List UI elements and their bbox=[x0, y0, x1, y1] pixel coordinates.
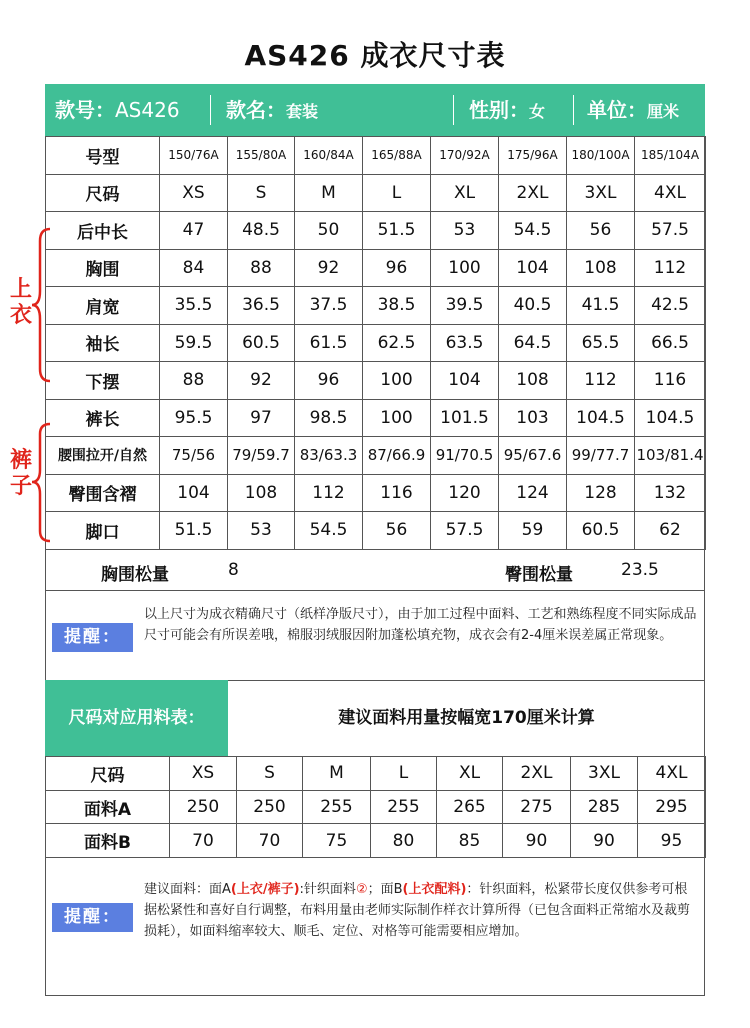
size-cell: M bbox=[295, 174, 363, 212]
measurement-cell: 36.5 bbox=[228, 287, 295, 325]
fabric-cell: 75 bbox=[303, 824, 371, 858]
hip-ease-label: 臀围松量 bbox=[505, 565, 573, 585]
unit-value: 厘米 bbox=[647, 102, 680, 121]
fabric-cell: 70 bbox=[170, 824, 237, 858]
measurement-cell: 54.5 bbox=[499, 212, 567, 250]
measurement-cell: 83/63.3 bbox=[295, 437, 363, 475]
measurement-cell: 112 bbox=[295, 474, 363, 512]
measurement-cell: 104 bbox=[160, 474, 228, 512]
fabric-cell: 250 bbox=[170, 790, 237, 824]
measurement-cell: 60.5 bbox=[567, 512, 635, 550]
style-name-field bbox=[226, 84, 318, 136]
chest-ease-label: 胸围松量 bbox=[101, 565, 169, 585]
model-cell: 165/88A bbox=[363, 137, 431, 175]
size-label: 尺码 bbox=[46, 174, 160, 212]
measurement-row bbox=[46, 212, 706, 250]
model-cell: 155/80A bbox=[228, 137, 295, 175]
style-name-label: 款名： bbox=[226, 98, 286, 122]
info-header bbox=[45, 84, 705, 136]
gender-label: 性别： bbox=[469, 98, 529, 122]
measurement-cell: 63.5 bbox=[431, 324, 499, 362]
model-cell: 175/96A bbox=[499, 137, 567, 175]
reminder2-text-d: ：针织面料，松紧带长度仅供参考可根据松紧性和喜好自行调整，布料用量由老师实际制作样衣计算所得（已包含面料正常缩水及裁剪损耗），如面料缩率较大、顺毛、定位、对格等可能需要相应增加。 bbox=[144, 882, 691, 939]
measurement-cell: 88 bbox=[228, 249, 295, 287]
fabric-cell: 255 bbox=[371, 790, 437, 824]
measurement-label: 下摆 bbox=[46, 362, 160, 400]
measurement-cell: 87/66.9 bbox=[363, 437, 431, 475]
fabric-size-cell: S bbox=[237, 757, 303, 791]
measurement-cell: 38.5 bbox=[363, 287, 431, 325]
fabric-cell: 265 bbox=[437, 790, 503, 824]
fabric-size-cell: M bbox=[303, 757, 371, 791]
measurement-label: 腰围拉开/自然 bbox=[46, 437, 160, 475]
style-no-field bbox=[55, 84, 180, 136]
measurement-cell: 98.5 bbox=[295, 399, 363, 437]
model-row bbox=[46, 137, 706, 175]
reminder2-text-b: :针织面料 bbox=[299, 882, 356, 897]
gender-value: 女 bbox=[529, 102, 546, 121]
side-label-top: 上衣 bbox=[9, 277, 32, 328]
gender-field bbox=[469, 84, 545, 136]
unit-field bbox=[587, 84, 679, 136]
style-no-label: 款号： bbox=[55, 98, 115, 122]
measurement-cell: 128 bbox=[567, 474, 635, 512]
measurement-cell: 104 bbox=[431, 362, 499, 400]
fabric-size-cell: XS bbox=[170, 757, 237, 791]
fabric-heading: 尺码对应用料表： bbox=[45, 680, 228, 756]
measurement-cell: 39.5 bbox=[431, 287, 499, 325]
measurement-cell: 56 bbox=[363, 512, 431, 550]
size-table bbox=[45, 136, 706, 550]
measurement-cell: 62.5 bbox=[363, 324, 431, 362]
measurement-cell: 56 bbox=[567, 212, 635, 250]
measurement-cell: 108 bbox=[228, 474, 295, 512]
measurement-cell: 103 bbox=[499, 399, 567, 437]
measurement-cell: 64.5 bbox=[499, 324, 567, 362]
reminder2-highlight-b: (上衣配料) bbox=[402, 882, 467, 897]
measurement-cell: 91/70.5 bbox=[431, 437, 499, 475]
measurement-row bbox=[46, 324, 706, 362]
measurement-cell: 54.5 bbox=[295, 512, 363, 550]
measurement-row bbox=[46, 287, 706, 325]
measurement-cell: 35.5 bbox=[160, 287, 228, 325]
measurement-label: 裤长 bbox=[46, 399, 160, 437]
measurement-cell: 96 bbox=[363, 249, 431, 287]
measurement-cell: 108 bbox=[567, 249, 635, 287]
bracket-pants-icon bbox=[30, 420, 54, 545]
measurement-label: 臀围含褶 bbox=[46, 474, 160, 512]
measurement-cell: 53 bbox=[431, 212, 499, 250]
measurement-cell: 95.5 bbox=[160, 399, 228, 437]
measurement-cell: 100 bbox=[363, 362, 431, 400]
measurement-cell: 97 bbox=[228, 399, 295, 437]
measurement-cell: 95/67.6 bbox=[499, 437, 567, 475]
measurement-cell: 41.5 bbox=[567, 287, 635, 325]
fabric-cell: 90 bbox=[571, 824, 638, 858]
measurement-label: 袖长 bbox=[46, 324, 160, 362]
style-no-value: AS426 bbox=[115, 98, 180, 122]
hip-ease-value: 23.5 bbox=[621, 560, 659, 580]
header-divider bbox=[210, 95, 211, 125]
fabric-cell: 70 bbox=[237, 824, 303, 858]
measurement-cell: 48.5 bbox=[228, 212, 295, 250]
bracket-top-icon bbox=[30, 225, 54, 385]
chest-ease-value: 8 bbox=[228, 560, 239, 580]
measurement-cell: 100 bbox=[431, 249, 499, 287]
measurement-cell: 112 bbox=[635, 249, 706, 287]
fabric-table bbox=[45, 756, 706, 858]
size-cell: 4XL bbox=[635, 174, 706, 212]
measurement-cell: 51.5 bbox=[363, 212, 431, 250]
measurement-cell: 84 bbox=[160, 249, 228, 287]
size-cell: S bbox=[228, 174, 295, 212]
measurement-cell: 59.5 bbox=[160, 324, 228, 362]
fabric-cell: 295 bbox=[638, 790, 706, 824]
ease-row bbox=[45, 551, 705, 591]
measurement-cell: 99/77.7 bbox=[567, 437, 635, 475]
reminder2-text-c: ；面B bbox=[367, 882, 403, 897]
size-cell: XL bbox=[431, 174, 499, 212]
measurement-cell: 104.5 bbox=[635, 399, 706, 437]
measurement-row bbox=[46, 399, 706, 437]
reminder-badge-2: 提醒： bbox=[52, 903, 133, 932]
measurement-cell: 124 bbox=[499, 474, 567, 512]
measurement-label: 胸围 bbox=[46, 249, 160, 287]
measurement-cell: 75/56 bbox=[160, 437, 228, 475]
measurement-cell: 51.5 bbox=[160, 512, 228, 550]
fabric-cell: 95 bbox=[638, 824, 706, 858]
model-cell: 170/92A bbox=[431, 137, 499, 175]
fabric-size-cell: 3XL bbox=[571, 757, 638, 791]
fabric-cell: 250 bbox=[237, 790, 303, 824]
measurement-label: 脚口 bbox=[46, 512, 160, 550]
fabric-cell: 80 bbox=[371, 824, 437, 858]
size-row bbox=[46, 174, 706, 212]
measurement-row bbox=[46, 249, 706, 287]
header-divider bbox=[453, 95, 454, 125]
reminder-text-2 bbox=[144, 879, 699, 942]
size-cell: XS bbox=[160, 174, 228, 212]
size-cell: 3XL bbox=[567, 174, 635, 212]
measurement-cell: 103/81.4 bbox=[635, 437, 706, 475]
measurement-cell: 57.5 bbox=[431, 512, 499, 550]
model-cell: 180/100A bbox=[567, 137, 635, 175]
fabric-size-label: 尺码 bbox=[46, 757, 170, 791]
fabric-cell: 285 bbox=[571, 790, 638, 824]
measurement-cell: 92 bbox=[295, 249, 363, 287]
fabric-cell: 85 bbox=[437, 824, 503, 858]
side-label-pants: 裤子 bbox=[9, 448, 32, 499]
measurement-cell: 47 bbox=[160, 212, 228, 250]
fabric-note: 建议面料用量按幅宽170厘米计算 bbox=[338, 708, 595, 728]
model-cell: 160/84A bbox=[295, 137, 363, 175]
measurement-cell: 88 bbox=[160, 362, 228, 400]
reminder2-circled-number: ② bbox=[355, 882, 368, 897]
size-cell: L bbox=[363, 174, 431, 212]
measurement-cell: 40.5 bbox=[499, 287, 567, 325]
reminder-text: 以上尺寸为成衣精确尺寸（纸样净版尺寸），由于加工过程中面料、工艺和熟练程度不同实际成品尺寸可能会有所误差哦，棉服羽绒服因附加蓬松填充物，成衣会有2-4厘米误差属正常现象。 bbox=[144, 607, 697, 643]
reminder2-text-a: 建议面料：面A bbox=[144, 882, 231, 897]
measurement-cell: 120 bbox=[431, 474, 499, 512]
measurement-cell: 132 bbox=[635, 474, 706, 512]
measurement-cell: 104 bbox=[499, 249, 567, 287]
reminder2-highlight-a: (上衣/裤子) bbox=[230, 882, 300, 897]
measurement-cell: 101.5 bbox=[431, 399, 499, 437]
measurement-cell: 53 bbox=[228, 512, 295, 550]
measurement-cell: 59 bbox=[499, 512, 567, 550]
measurement-cell: 108 bbox=[499, 362, 567, 400]
fabric-row bbox=[46, 824, 706, 858]
measurement-cell: 37.5 bbox=[295, 287, 363, 325]
measurement-row bbox=[46, 512, 706, 550]
model-label: 号型 bbox=[46, 137, 160, 175]
measurement-cell: 65.5 bbox=[567, 324, 635, 362]
unit-label: 单位： bbox=[587, 98, 647, 122]
measurement-cell: 92 bbox=[228, 362, 295, 400]
measurement-label: 后中长 bbox=[46, 212, 160, 250]
measurement-cell: 116 bbox=[363, 474, 431, 512]
measurement-row bbox=[46, 362, 706, 400]
fabric-size-cell: 4XL bbox=[638, 757, 706, 791]
model-cell: 150/76A bbox=[160, 137, 228, 175]
reminder-badge: 提醒： bbox=[52, 623, 133, 652]
fabric-row bbox=[46, 790, 706, 824]
measurement-label: 肩宽 bbox=[46, 287, 160, 325]
measurement-cell: 112 bbox=[567, 362, 635, 400]
fabric-cell: 90 bbox=[503, 824, 571, 858]
fabric-size-row bbox=[46, 757, 706, 791]
measurement-row bbox=[46, 437, 706, 475]
measurement-cell: 50 bbox=[295, 212, 363, 250]
size-cell: 2XL bbox=[499, 174, 567, 212]
header-divider bbox=[573, 95, 574, 125]
measurement-cell: 104.5 bbox=[567, 399, 635, 437]
measurement-cell: 42.5 bbox=[635, 287, 706, 325]
page-title: AS426 成衣尺寸表 bbox=[244, 39, 506, 72]
fabric-cell: 275 bbox=[503, 790, 571, 824]
measurement-cell: 116 bbox=[635, 362, 706, 400]
fabric-label: 面料B bbox=[46, 824, 170, 858]
measurement-cell: 60.5 bbox=[228, 324, 295, 362]
fabric-size-cell: L bbox=[371, 757, 437, 791]
measurement-cell: 62 bbox=[635, 512, 706, 550]
measurement-cell: 61.5 bbox=[295, 324, 363, 362]
model-cell: 185/104A bbox=[635, 137, 706, 175]
fabric-size-cell: XL bbox=[437, 757, 503, 791]
measurement-cell: 79/59.7 bbox=[228, 437, 295, 475]
measurement-cell: 96 bbox=[295, 362, 363, 400]
style-name-value: 套装 bbox=[286, 102, 319, 121]
fabric-label: 面料A bbox=[46, 790, 170, 824]
measurement-cell: 57.5 bbox=[635, 212, 706, 250]
fabric-size-cell: 2XL bbox=[503, 757, 571, 791]
measurement-cell: 100 bbox=[363, 399, 431, 437]
measurement-cell: 66.5 bbox=[635, 324, 706, 362]
fabric-cell: 255 bbox=[303, 790, 371, 824]
measurement-row bbox=[46, 474, 706, 512]
